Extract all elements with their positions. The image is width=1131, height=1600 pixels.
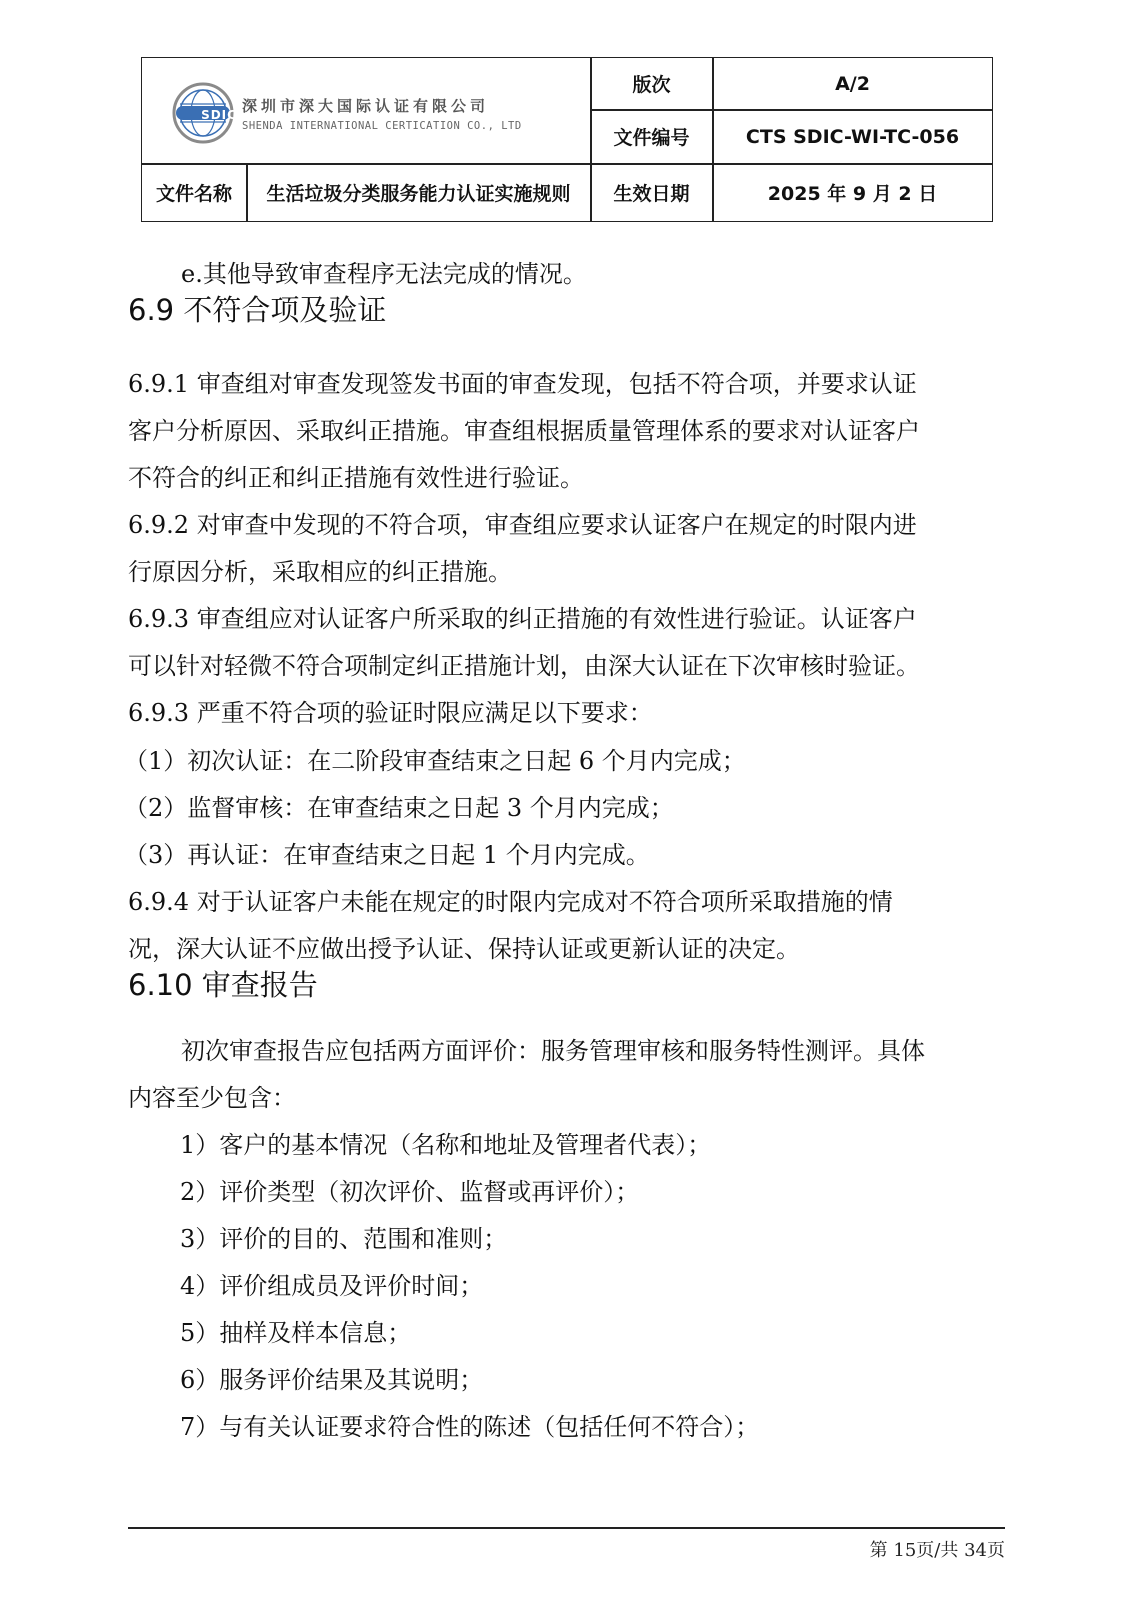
list-item: 1）客户的基本情况（名称和地址及管理者代表）； [180,1131,712,1159]
doc-number-label: 文件编号 [613,127,690,149]
version-value: A/2 [835,72,870,95]
doc-name-value: 生活垃圾分类服务能力认证实施规则 [266,183,571,205]
intro-line: e.其他导致审查程序无法完成的情况。 [181,260,587,288]
version-label: 版次 [632,74,671,96]
paragraph-line: 初次审查报告应包括两方面评价：服务管理审核和服务特性测评。具体 [181,1037,925,1065]
paragraph-line: 客户分析原因、采取纠正措施。审查组根据质量管理体系的要求对认证客户 [128,417,920,445]
paragraph-line: 不符合的纠正和纠正措施有效性进行验证。 [128,464,584,492]
paragraph-line: 6.9.4 对于认证客户未能在规定的时限内完成对不符合项所采取措施的情 [128,888,893,916]
list-item: 3）评价的目的、范围和准则； [180,1225,508,1253]
company-name-en: SHENDA INTERNATIONAL CERTICATION CO., LTD [242,119,522,132]
paragraph-line: 况，深大认证不应做出授予认证、保持认证或更新认证的决定。 [128,935,800,963]
doc-name-label: 文件名称 [155,183,232,205]
doc-number-value: CTS SDIC-WI-TC-056 [745,125,960,148]
logo-text-layer [170,113,171,114]
document-header-table [141,57,993,222]
list-item: 7）与有关认证要求符合性的陈述（包括任何不符合）； [180,1413,760,1441]
paragraph-line: 6.9.3 严重不符合项的验证时限应满足以下要求： [128,699,653,727]
list-item: 2）评价类型（初次评价、监督或再评价）； [180,1178,640,1206]
list-item: 5）抽样及样本信息； [180,1319,412,1347]
paragraph-line: 行原因分析，采取相应的纠正措施。 [128,558,512,586]
paragraph-line: 6.9.1 审查组对审查发现签发书面的审查发现，包括不符合项，并要求认证 [128,370,917,398]
paragraph-line: 6.9.2 对审查中发现的不符合项，审查组应要求认证客户在规定的时限内进 [128,511,917,539]
list-item: 6）服务评价结果及其说明； [180,1366,484,1394]
paragraph-line: 可以针对轻微不符合项制定纠正措施计划，由深大认证在下次审核时验证。 [128,652,920,680]
requirement-item: （1）初次认证：在二阶段审查结束之日起 6 个月内完成； [124,747,746,775]
footer-divider [128,1527,1005,1529]
page-number: 第 15页/共 34页 [869,1540,1005,1561]
paragraph-line: 内容至少包含： [128,1084,296,1112]
company-name-cn: 深圳市深大国际认证有限公司 [242,96,490,115]
logo-monogram: SDIC [201,108,237,122]
requirement-item: （3）再认证：在审查结束之日起 1 个月内完成。 [124,841,650,869]
section-6-9-heading: 6.9 不符合项及验证 [128,293,387,327]
effective-date-label: 生效日期 [613,183,690,205]
requirement-item: （2）监督审核：在审查结束之日起 3 个月内完成； [124,794,674,822]
effective-date-value: 2025 年 9 月 2 日 [767,183,938,205]
paragraph-line: 6.9.3 审查组应对认证客户所采取的纠正措施的有效性进行验证。认证客户 [128,605,917,633]
list-item: 4）评价组成员及评价时间； [180,1272,484,1300]
section-6-10-heading: 6.10 审查报告 [128,968,318,1002]
